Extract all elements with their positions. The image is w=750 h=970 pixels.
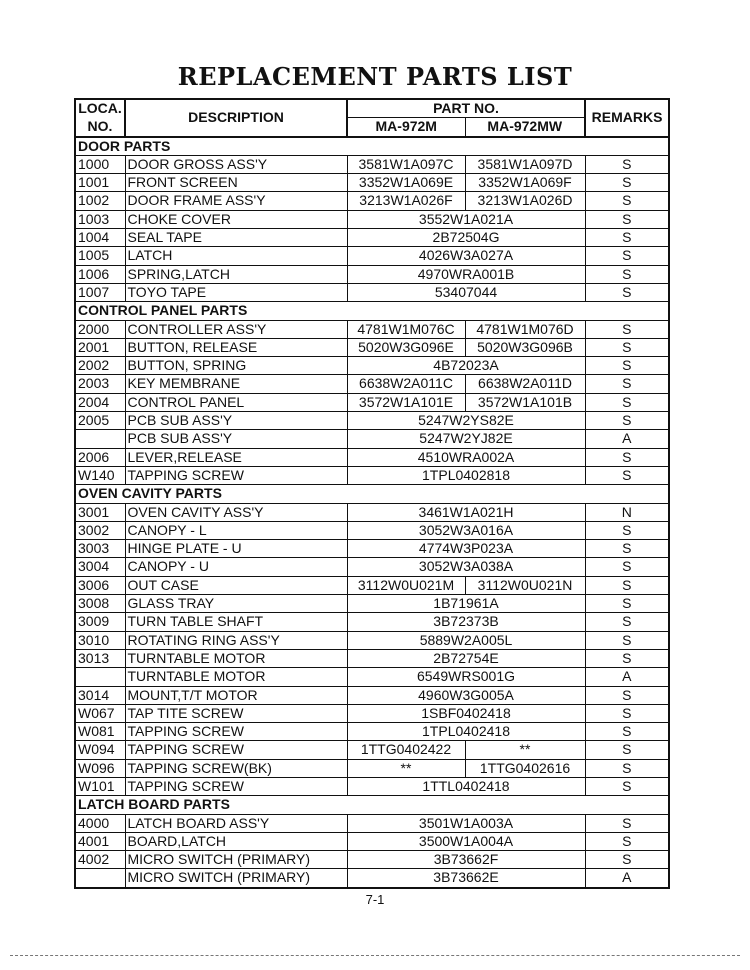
remarks-cell: S — [585, 576, 669, 594]
location-cell — [75, 668, 125, 686]
remarks-cell: S — [585, 393, 669, 411]
remarks-cell: A — [585, 869, 669, 888]
remarks-cell: S — [585, 338, 669, 356]
table-row — [75, 631, 669, 649]
part-number-model-2-cell: 4781W1M076D — [465, 320, 585, 338]
location-cell: 1006 — [75, 265, 125, 283]
location-cell: 4000 — [75, 814, 125, 832]
location-cell: 3003 — [75, 540, 125, 558]
remarks-cell: A — [585, 430, 669, 448]
section-header-row — [75, 485, 669, 503]
section-header-row — [75, 137, 669, 156]
table-row — [75, 540, 669, 558]
page-title: REPLACEMENT PARTS LIST — [177, 62, 573, 91]
parts-table — [74, 98, 670, 889]
part-number-cell: 1TPL0402418 — [347, 723, 585, 741]
table-row — [75, 174, 669, 192]
location-cell: 2001 — [75, 338, 125, 356]
part-number-cell: 2B72504G — [347, 229, 585, 247]
footer-rule — [10, 955, 740, 956]
part-number-cell: 4960W3G005A — [347, 686, 585, 704]
remarks-cell: S — [585, 155, 669, 173]
table-row — [75, 338, 669, 356]
location-cell — [75, 869, 125, 888]
location-cell: W067 — [75, 704, 125, 722]
remarks-cell: S — [585, 649, 669, 667]
description-cell: MICRO SWITCH (PRIMARY) — [125, 869, 347, 888]
location-cell: 1000 — [75, 155, 125, 173]
table-row — [75, 412, 669, 430]
location-cell: 2005 — [75, 412, 125, 430]
table-row — [75, 649, 669, 667]
remarks-cell: S — [585, 832, 669, 850]
location-cell: W101 — [75, 777, 125, 795]
section-header-row — [75, 302, 669, 320]
table-row — [75, 576, 669, 594]
table-row — [75, 283, 669, 301]
description-cell: CONTROLLER ASS'Y — [125, 320, 347, 338]
part-number-cell: 3461W1A021H — [347, 503, 585, 521]
table-row — [75, 192, 669, 210]
remarks-cell: S — [585, 521, 669, 539]
location-cell — [75, 430, 125, 448]
description-cell: BUTTON, RELEASE — [125, 338, 347, 356]
description-cell: CANOPY - L — [125, 521, 347, 539]
part-number-cell: 4970WRA001B — [347, 265, 585, 283]
remarks-cell: S — [585, 631, 669, 649]
table-row — [75, 832, 669, 850]
description-cell: TAPPING SCREW — [125, 741, 347, 759]
table-row — [75, 814, 669, 832]
part-number-cell: 4026W3A027A — [347, 247, 585, 265]
description-cell: SPRING,LATCH — [125, 265, 347, 283]
page-number: 7-1 — [365, 892, 385, 907]
description-cell: PCB SUB ASS'Y — [125, 430, 347, 448]
description-cell: MOUNT,T/T MOTOR — [125, 686, 347, 704]
description-cell: LEVER,RELEASE — [125, 448, 347, 466]
remarks-cell: S — [585, 283, 669, 301]
location-cell: W096 — [75, 759, 125, 777]
table-row — [75, 759, 669, 777]
remarks-cell: S — [585, 558, 669, 576]
location-cell: 3009 — [75, 613, 125, 631]
part-number-model-1-cell: 1TTG0402422 — [347, 741, 465, 759]
location-cell: 4002 — [75, 851, 125, 869]
header-row-1 — [75, 99, 669, 118]
description-cell: TOYO TAPE — [125, 283, 347, 301]
loca-no-header: NO. — [75, 118, 125, 137]
part-number-cell: 3052W3A016A — [347, 521, 585, 539]
table-row — [75, 448, 669, 466]
table-row — [75, 777, 669, 795]
description-cell: LATCH BOARD ASS'Y — [125, 814, 347, 832]
remarks-cell: S — [585, 759, 669, 777]
description-cell: CANOPY - U — [125, 558, 347, 576]
location-cell: 2002 — [75, 357, 125, 375]
part-number-model-2-cell: 5020W3G096B — [465, 338, 585, 356]
location-cell: 1001 — [75, 174, 125, 192]
description-cell: TURNTABLE MOTOR — [125, 668, 347, 686]
part-number-model-2-cell: 3352W1A069F — [465, 174, 585, 192]
location-cell: 3002 — [75, 521, 125, 539]
part-number-cell: 1TPL0402818 — [347, 466, 585, 484]
description-cell: TAP TITE SCREW — [125, 704, 347, 722]
description-cell: CONTROL PANEL — [125, 393, 347, 411]
part-number-model-2-cell: 1TTG0402616 — [465, 759, 585, 777]
remarks-cell: S — [585, 540, 669, 558]
table-row — [75, 320, 669, 338]
description-cell: CHOKE COVER — [125, 210, 347, 228]
part-number-cell: 1TTL0402418 — [347, 777, 585, 795]
part-number-model-1-cell: 4781W1M076C — [347, 320, 465, 338]
model-1-header: MA-972M — [347, 118, 465, 137]
description-cell: TAPPING SCREW — [125, 723, 347, 741]
remarks-cell: S — [585, 247, 669, 265]
remarks-cell: S — [585, 210, 669, 228]
table-row — [75, 503, 669, 521]
remarks-cell: S — [585, 686, 669, 704]
table-row — [75, 393, 669, 411]
part-number-cell: 3B73662F — [347, 851, 585, 869]
table-row — [75, 558, 669, 576]
description-cell: GLASS TRAY — [125, 595, 347, 613]
description-cell: SEAL TAPE — [125, 229, 347, 247]
description-cell: BOARD,LATCH — [125, 832, 347, 850]
location-cell: 1005 — [75, 247, 125, 265]
table-row — [75, 613, 669, 631]
part-number-model-2-cell: ** — [465, 741, 585, 759]
part-no-header: PART NO. — [347, 99, 585, 118]
location-cell: 1007 — [75, 283, 125, 301]
part-number-model-1-cell: 6638W2A011C — [347, 375, 465, 393]
remarks-header: REMARKS — [585, 99, 669, 137]
part-number-cell: 3052W3A038A — [347, 558, 585, 576]
section-title: DOOR PARTS — [75, 137, 669, 156]
description-header: DESCRIPTION — [125, 99, 347, 137]
table-row — [75, 430, 669, 448]
part-number-model-1-cell: 3213W1A026F — [347, 192, 465, 210]
section-title: OVEN CAVITY PARTS — [75, 485, 669, 503]
location-cell: 2006 — [75, 448, 125, 466]
table-row — [75, 357, 669, 375]
remarks-cell: S — [585, 192, 669, 210]
remarks-cell: S — [585, 723, 669, 741]
description-cell: HINGE PLATE - U — [125, 540, 347, 558]
location-cell: 3010 — [75, 631, 125, 649]
part-number-cell: 53407044 — [347, 283, 585, 301]
section-title: LATCH BOARD PARTS — [75, 796, 669, 814]
part-number-model-1-cell: 5020W3G096E — [347, 338, 465, 356]
parts-table-body — [75, 137, 669, 888]
remarks-cell: S — [585, 375, 669, 393]
part-number-model-2-cell: 3581W1A097D — [465, 155, 585, 173]
description-cell: DOOR FRAME ASS'Y — [125, 192, 347, 210]
location-cell: 3001 — [75, 503, 125, 521]
table-row — [75, 723, 669, 741]
part-number-cell: 3500W1A004A — [347, 832, 585, 850]
table-row — [75, 686, 669, 704]
location-cell: 3006 — [75, 576, 125, 594]
table-row — [75, 704, 669, 722]
part-number-cell: 1B71961A — [347, 595, 585, 613]
location-cell: 2000 — [75, 320, 125, 338]
remarks-cell: S — [585, 448, 669, 466]
part-number-model-2-cell: 3213W1A026D — [465, 192, 585, 210]
part-number-cell: 5889W2A005L — [347, 631, 585, 649]
location-cell: 1003 — [75, 210, 125, 228]
part-number-cell: 1SBF0402418 — [347, 704, 585, 722]
part-number-cell: 4774W3P023A — [347, 540, 585, 558]
description-cell: ROTATING RING ASS'Y — [125, 631, 347, 649]
part-number-model-2-cell: 3112W0U021N — [465, 576, 585, 594]
table-row — [75, 375, 669, 393]
part-number-model-1-cell: 3572W1A101E — [347, 393, 465, 411]
description-cell: BUTTON, SPRING — [125, 357, 347, 375]
description-cell: LATCH — [125, 247, 347, 265]
table-row — [75, 265, 669, 283]
description-cell: TAPPING SCREW — [125, 777, 347, 795]
part-number-cell: 3B73662E — [347, 869, 585, 888]
remarks-cell: S — [585, 814, 669, 832]
part-number-model-2-cell: 3572W1A101B — [465, 393, 585, 411]
description-cell: PCB SUB ASS'Y — [125, 412, 347, 430]
section-header-row — [75, 796, 669, 814]
table-row — [75, 521, 669, 539]
remarks-cell: S — [585, 851, 669, 869]
location-cell: W140 — [75, 466, 125, 484]
remarks-cell: S — [585, 357, 669, 375]
location-cell: W094 — [75, 741, 125, 759]
remarks-cell: S — [585, 595, 669, 613]
description-cell: TURNTABLE MOTOR — [125, 649, 347, 667]
part-number-cell: 3552W1A021A — [347, 210, 585, 228]
part-number-cell: 4B72023A — [347, 357, 585, 375]
remarks-cell: S — [585, 229, 669, 247]
part-number-cell: 5247W2YS82E — [347, 412, 585, 430]
remarks-cell: S — [585, 777, 669, 795]
remarks-cell: S — [585, 174, 669, 192]
description-cell: OVEN CAVITY ASS'Y — [125, 503, 347, 521]
remarks-cell: S — [585, 613, 669, 631]
part-number-cell: 6549WRS001G — [347, 668, 585, 686]
table-row — [75, 247, 669, 265]
part-number-cell: 4510WRA002A — [347, 448, 585, 466]
remarks-cell: S — [585, 704, 669, 722]
table-row — [75, 229, 669, 247]
description-cell: TAPPING SCREW — [125, 466, 347, 484]
part-number-model-1-cell: 3581W1A097C — [347, 155, 465, 173]
table-row — [75, 668, 669, 686]
section-title: CONTROL PANEL PARTS — [75, 302, 669, 320]
location-cell: 2004 — [75, 393, 125, 411]
table-row — [75, 595, 669, 613]
description-cell: FRONT SCREEN — [125, 174, 347, 192]
remarks-cell: S — [585, 466, 669, 484]
description-cell: KEY MEMBRANE — [125, 375, 347, 393]
description-cell: TURN TABLE SHAFT — [125, 613, 347, 631]
table-row — [75, 466, 669, 484]
table-row — [75, 869, 669, 888]
description-cell: DOOR GROSS ASS'Y — [125, 155, 347, 173]
model-2-header: MA-972MW — [465, 118, 585, 137]
part-number-model-2-cell: 6638W2A011D — [465, 375, 585, 393]
remarks-cell: S — [585, 741, 669, 759]
remarks-cell: S — [585, 412, 669, 430]
remarks-cell: S — [585, 320, 669, 338]
table-row — [75, 741, 669, 759]
table-row — [75, 210, 669, 228]
description-cell: TAPPING SCREW(BK) — [125, 759, 347, 777]
location-cell: 4001 — [75, 832, 125, 850]
description-cell: OUT CASE — [125, 576, 347, 594]
table-row — [75, 851, 669, 869]
remarks-cell: A — [585, 668, 669, 686]
location-cell: 3008 — [75, 595, 125, 613]
description-cell: MICRO SWITCH (PRIMARY) — [125, 851, 347, 869]
table-row — [75, 155, 669, 173]
loca-header: LOCA. — [75, 99, 125, 118]
part-number-cell: 2B72754E — [347, 649, 585, 667]
location-cell: 3013 — [75, 649, 125, 667]
part-number-model-1-cell: ** — [347, 759, 465, 777]
location-cell: 1004 — [75, 229, 125, 247]
part-number-cell: 3501W1A003A — [347, 814, 585, 832]
location-cell: 2003 — [75, 375, 125, 393]
location-cell: 3004 — [75, 558, 125, 576]
part-number-model-1-cell: 3112W0U021M — [347, 576, 465, 594]
location-cell: W081 — [75, 723, 125, 741]
remarks-cell: S — [585, 265, 669, 283]
location-cell: 3014 — [75, 686, 125, 704]
part-number-cell: 5247W2YJ82E — [347, 430, 585, 448]
part-number-model-1-cell: 3352W1A069E — [347, 174, 465, 192]
remarks-cell: N — [585, 503, 669, 521]
part-number-cell: 3B72373B — [347, 613, 585, 631]
location-cell: 1002 — [75, 192, 125, 210]
